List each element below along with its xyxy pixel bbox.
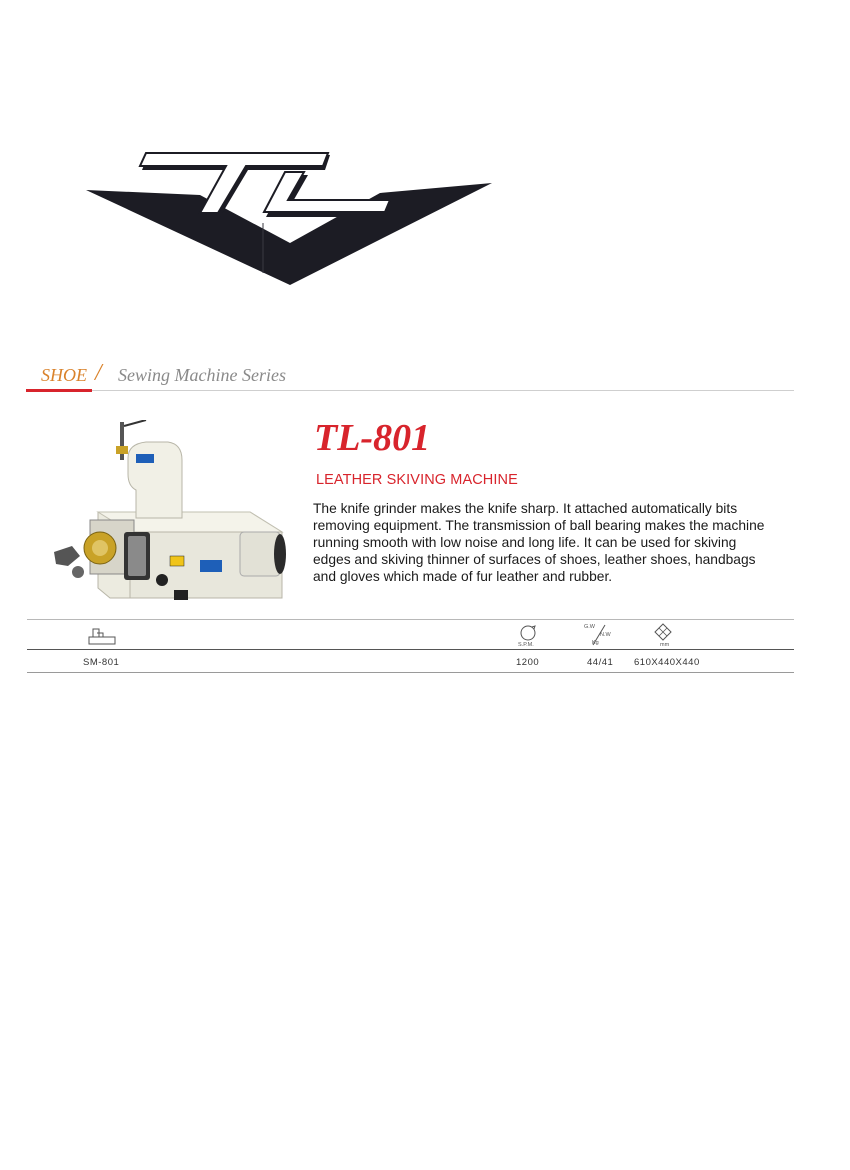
series-separator: / — [95, 360, 102, 386]
machine-outline-icon — [87, 627, 117, 645]
table-bottom-rule — [27, 672, 794, 673]
table-header-rule — [27, 649, 794, 650]
speed-label: S.P.M. — [518, 642, 534, 648]
row-speed: 1200 — [516, 657, 540, 668]
package-cube-icon — [654, 623, 672, 641]
tl-brand-logo — [80, 145, 500, 295]
series-category: SHOE — [41, 365, 87, 385]
row-size: 610X440X440 — [634, 657, 700, 668]
model-subtitle: LEATHER SKIVING MACHINE — [316, 472, 518, 488]
series-accent-underline — [26, 389, 92, 392]
weight-net-label: N.W — [600, 632, 611, 638]
row-weight: 44/41 — [587, 657, 614, 668]
size-label: mm — [660, 642, 670, 648]
table-top-rule — [27, 619, 794, 620]
logo-letter-l — [264, 172, 392, 217]
weight-gross-label: G.W — [584, 624, 595, 630]
spec-table — [27, 619, 794, 674]
row-model: SM-801 — [83, 657, 120, 668]
weight-unit-label: Kg — [592, 640, 599, 646]
rotation-circle-icon — [517, 624, 539, 642]
model-description: The knife grinder makes the knife sharp. It attached automatically bits removing equipment. The transmission of ball bearing makes the machine running smooth with low noise and long life. It can be used for skiving edges and skiving thinner of surfaces of shoes, leather shoes, handbags and gloves which made of fur leather and rubber. — [313, 501, 765, 584]
skiving-machine-image — [50, 420, 295, 605]
series-header — [26, 360, 794, 392]
series-divider — [92, 390, 794, 391]
model-title: TL-801 — [314, 417, 431, 459]
series-name: Sewing Machine Series — [118, 365, 286, 385]
